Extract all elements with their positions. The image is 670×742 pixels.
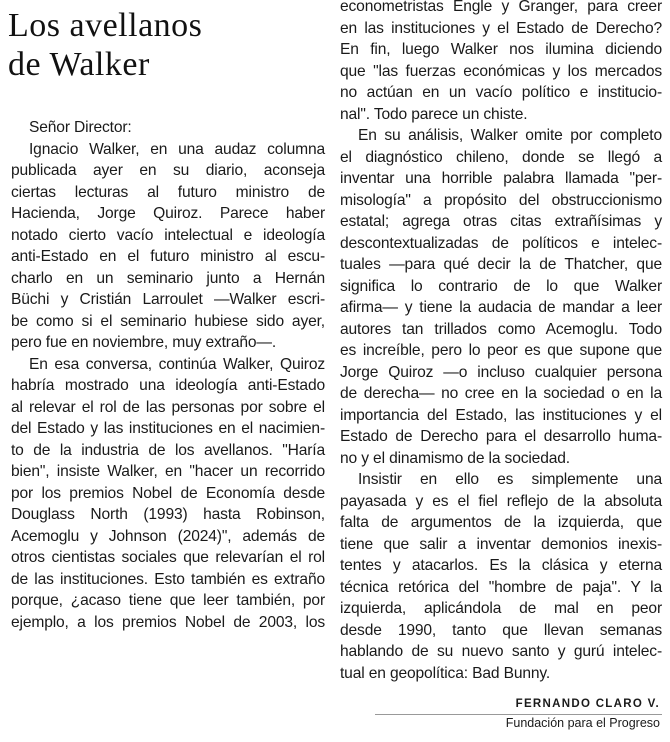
body-line: pero fue en noviembre, muy extraño—. bbox=[11, 334, 277, 351]
body-line: descontextualizadas de políticos e intelec- bbox=[340, 234, 662, 252]
body-line: be como si el seminario hubiese sido ayer, bbox=[11, 312, 325, 330]
body-line: Büchi y Cristián Larroulet —Walker escri- bbox=[11, 291, 325, 308]
body-line: afirma— y tiene la audacia de mandar a leer bbox=[340, 299, 662, 316]
body-line: payasada y es el fiel reflejo de la absoluta bbox=[340, 492, 662, 510]
body-line: Acemoglu y Johnson (2024)", además de bbox=[11, 527, 325, 545]
body-line: estatal; agrega otras citas extrañísimas y bbox=[340, 213, 662, 230]
body-line: Ignacio Walker, en una audaz columna bbox=[29, 140, 325, 158]
signature-divider bbox=[375, 714, 662, 715]
body-line: es increíble, pero lo peor es que supone que bbox=[340, 342, 662, 359]
article-title bbox=[8, 6, 318, 84]
body-line: tiene que salir a inventar demonios inexis- bbox=[340, 535, 662, 553]
body-line: del Estado y las instituciones en el nacimien- bbox=[11, 420, 325, 437]
body-line: otros cientistas sociales que relevarían el rol bbox=[11, 549, 325, 566]
body-line: de las instituciones. Esto también es extraño bbox=[11, 570, 325, 588]
body-line: Douglass North (1993) hasta Robinson, bbox=[11, 506, 325, 523]
left-column bbox=[11, 117, 325, 633]
body-line: tual en geopolítica: Bad Bunny. bbox=[340, 664, 551, 682]
right-column bbox=[340, 0, 662, 684]
body-line: porque, ¿acaso tiene que leer también, por bbox=[11, 592, 325, 609]
body-line: En esa conversa, continúa Walker, Quiroz bbox=[29, 355, 325, 373]
body-line: falta de argumentos de la izquierda, que bbox=[340, 514, 662, 531]
body-line: izquierda, aplicándola de mal en peor bbox=[340, 600, 662, 617]
body-line: técnica retórica del "hombre de paja". Y la bbox=[340, 578, 662, 596]
body-line: anti-Estado en el futuro ministro al escu- bbox=[11, 248, 325, 265]
body-line: econometristas Engle y Granger, para creer bbox=[340, 0, 662, 15]
body-line: por los premios Nobel de Economía desde bbox=[11, 484, 325, 502]
body-line: to de la industria de los avellanos. "Haría bbox=[11, 441, 325, 459]
body-line: hablando de su nuevo santo y gurú intelec- bbox=[340, 643, 662, 660]
body-line: bien", insiste Walker, en "hacer un recorrido bbox=[11, 463, 325, 480]
body-line: En fin, luego Walker nos ilumina diciendo bbox=[340, 41, 662, 58]
body-line: habría mostrado una ideología anti-Estado bbox=[11, 377, 325, 394]
body-line: que "las fuerzas económicas y los mercados bbox=[340, 62, 662, 80]
body-line: desde 1990, tanto que llevan semanas bbox=[340, 621, 662, 639]
body-line: no y el dinamismo de la sociedad. bbox=[340, 449, 570, 467]
body-line: nal". Todo parece un chiste. bbox=[340, 105, 528, 123]
salutation: Señor Director: bbox=[29, 119, 132, 136]
title-line: de Walker bbox=[8, 46, 150, 83]
body-line: importancia del Estado, las instituciones y el bbox=[340, 406, 662, 424]
signature-organization: Fundación para el Progreso bbox=[505, 716, 660, 730]
body-line: autores tan trillados como Acemoglu. Todo bbox=[340, 320, 662, 338]
body-line: charlo en un seminario junto a Hernán bbox=[11, 269, 325, 287]
body-line: Estado de Derecho para el desarrollo huma- bbox=[340, 428, 662, 445]
body-line: tuales —para qué decir la de Thatcher, que bbox=[340, 256, 662, 273]
body-line: tentes y atacarlos. Es la clásica y eterna bbox=[340, 557, 662, 574]
body-line: notado cierto vacío intelectual e ideología bbox=[11, 226, 325, 244]
body-line: en las instituciones y el Estado de Derecho? bbox=[340, 19, 662, 37]
body-line: Jorge Quiroz —o incluso cualquier persona bbox=[340, 363, 662, 381]
title-line: Los avellanos bbox=[8, 7, 203, 44]
body-line: Hacienda, Jorge Quiroz. Parece haber bbox=[11, 205, 325, 222]
body-line: ciertas lecturas al futuro ministro de bbox=[11, 183, 325, 201]
body-line: misología" a propósito del obstruccionismo bbox=[340, 191, 662, 209]
body-line: el diagnóstico chileno, donde se llegó a bbox=[340, 148, 662, 166]
body-line: publicada ayer en su diario, aconseja bbox=[11, 162, 325, 179]
body-line: En su análisis, Walker omite por completo bbox=[358, 127, 662, 144]
body-line: ejemplo, a los premios Nobel de 2003, los bbox=[11, 613, 325, 631]
body-line: al relevar el rol de las personas por sobre el bbox=[11, 398, 325, 416]
body-line: Insistir en ello es simplemente una bbox=[358, 471, 662, 488]
body-line: de derecha— no cree en la sociedad o en la bbox=[340, 385, 662, 402]
body-line: significa lo contrario de lo que Walker bbox=[340, 277, 662, 295]
signature-name: FERNANDO CLARO V. bbox=[515, 698, 660, 710]
body-line: no actúan en un vacío político e institucio- bbox=[340, 84, 662, 101]
body-line: inventar una horrible palabra llamada "per- bbox=[340, 170, 662, 187]
